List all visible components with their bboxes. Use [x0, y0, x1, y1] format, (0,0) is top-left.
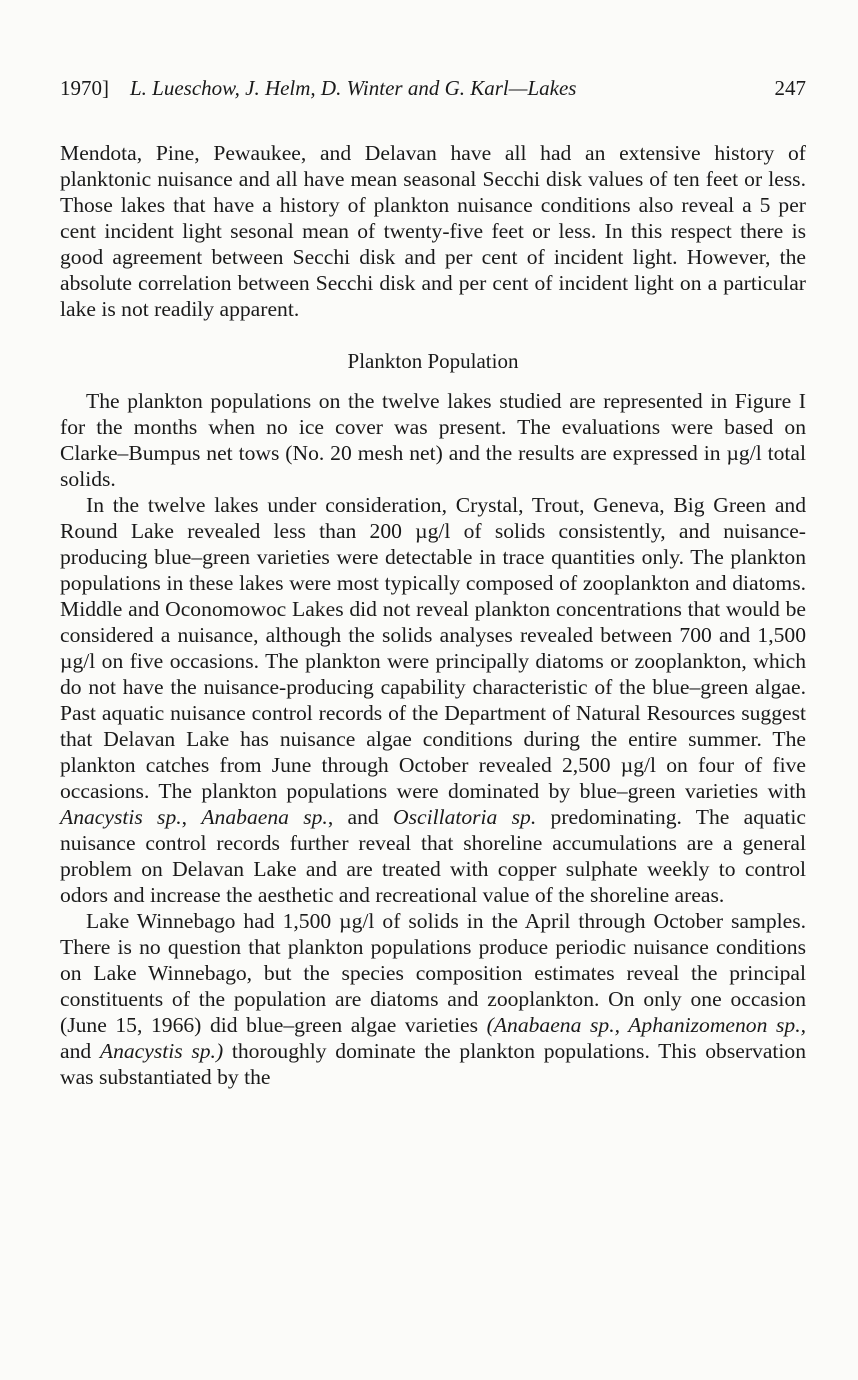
text-run: and	[60, 1039, 100, 1063]
page-number: 247	[774, 76, 806, 100]
text-run: predominating. The aquatic nuisance control records further reveal that shoreline accumulations are a general problem on Delavan Lake and are treated with copper sulphate weekly to control odors and increase the aesthetic and recreational value of the shoreline areas.	[60, 805, 807, 907]
text-run: , and	[327, 805, 393, 829]
text-run: In the twelve lakes under consideration, Crystal, Trout, Geneva, Big Green and Round Lake revealed less than 200 µg/l of solids consistently, and nuisance-producing blue–green varieties were detectable in trace quantities only. The plankton populations in these lakes were most typically composed of zooplankton and diatoms. Middle and Oconomowoc Lakes did not reveal plankton concentrations that would be considered a nuisance, although the solids analyses revealed between 700 and 1,500 µg/l on five occasions. The plankton were principally diatoms or zooplankton, which do not have the nuisance-producing capability characteristic of the blue–green algae. Past aquatic nuisance control records of the Department of Natural Resources suggest that Delavan Lake has nuisance algae conditions during the entire summer. The plankton catches from June through October revealed 2,500 µg/l on four of five occasions. The plankton populations were dominated by blue–green varieties with	[60, 493, 806, 803]
species-name: Anabaena sp.	[201, 805, 328, 829]
text-run: thoroughly dominate the plankton populations. This observation was substantiated by the	[60, 1039, 807, 1089]
species-name: Anacystis sp.	[60, 805, 182, 829]
section-heading: Plankton Population	[347, 349, 519, 373]
species-name: Anacystis sp.)	[99, 1039, 224, 1063]
header-year: 1970]	[60, 76, 109, 100]
article-body	[60, 140, 806, 1090]
species-name: Oscillatoria sp.	[392, 805, 537, 829]
species-name: (Anabaena sp., Aphanizomenon sp.,	[486, 1013, 806, 1037]
text-run: ,	[181, 805, 202, 829]
paragraph-twelve-lakes	[60, 492, 806, 908]
paragraph-plankton-intro: The plankton populations on the twelve lakes studied are represented in Figure I for the months when no ice cover was present. The evaluations were based on Clarke–Bumpus net tows (No. 20 mesh net) and the results are expressed in µg/l total solids.	[60, 389, 806, 491]
text-run: Lake Winnebago had 1,500 µg/l of solids in the April through October samples. There is no question that plankton populations produce periodic nuisance conditions on Lake Winnebago, but the species composition estimates reveal the principal constituents of the population are diatoms and zooplankton. On only one occasion (June 15, 1966) did blue–green algae varieties	[60, 909, 806, 1037]
header-authors: L. Lueschow, J. Helm, D. Winter and G. Karl—Lakes	[130, 76, 577, 100]
paragraph-winnebago	[60, 908, 806, 1090]
paragraph-secchi: Mendota, Pine, Pewaukee, and Delavan have all had an extensive history of planktonic nuisance and all have mean seasonal Secchi disk values of ten feet or less. Those lakes that have a history of plankton nuisance conditions also reveal a 5 per cent incident light sesonal mean of twenty-five feet or less. In this respect there is good agreement between Secchi disk and per cent of incident light. However, the absolute correlation between Secchi disk and per cent of incident light on a particular lake is not readily apparent.	[60, 141, 806, 321]
